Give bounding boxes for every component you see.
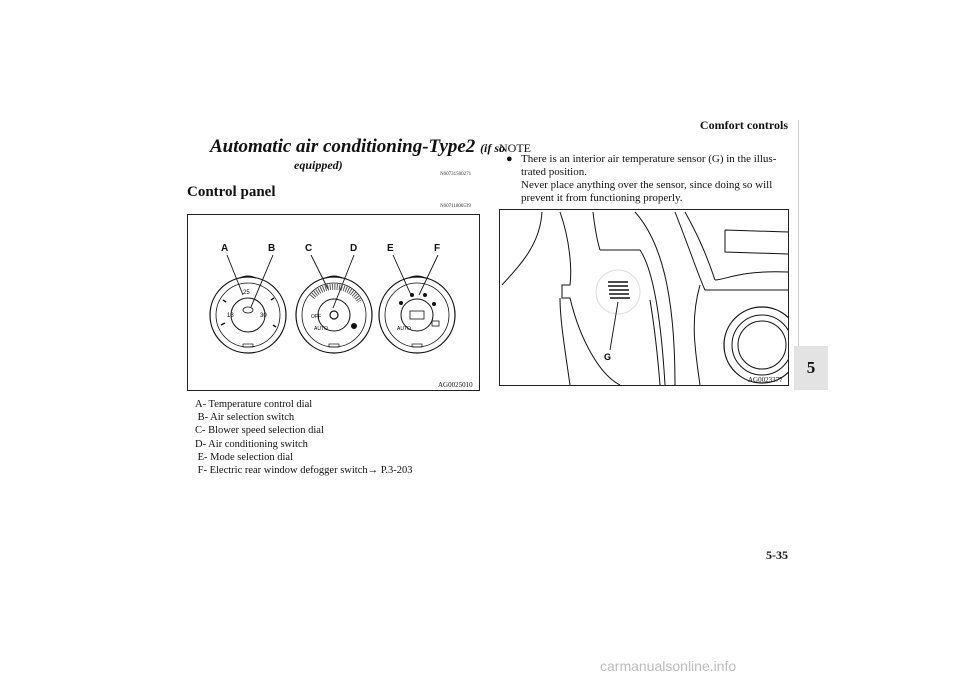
section-title-suffix: (if so (480, 141, 506, 155)
legend-text: Temperature control dial (208, 399, 313, 410)
air-temperature-sensor (596, 270, 640, 314)
control-panel-illustration (188, 215, 479, 390)
note-body (506, 153, 788, 205)
section-title-main: Automatic air conditioning-Type2 (210, 136, 476, 157)
callout-d: D (350, 243, 358, 254)
legend-text: Electric rear window defogger switch→ P.3-203 (209, 465, 413, 477)
legend-list (195, 398, 413, 477)
note-line: There is an interior air temperature sensor (G) in the illus- (521, 153, 777, 165)
note-text (521, 153, 788, 205)
subsection-code: N00711800539 (440, 204, 471, 209)
legend-item (195, 438, 413, 451)
note-line: Never place anything over the sensor, since doing so will (521, 179, 773, 191)
legend-item (195, 411, 413, 424)
legend-item (195, 451, 413, 464)
sensor-callout-g: G (604, 352, 612, 362)
legend-letter: B- (197, 412, 209, 424)
temperature-dial (210, 276, 286, 353)
sensor-location-figure (499, 209, 789, 386)
section-title-suffix-line2: equipped) (294, 158, 343, 172)
temp-30-label: 30 (260, 313, 267, 319)
mode-dial (379, 276, 455, 353)
mode-auto-label: AUTO (397, 326, 411, 332)
legend-letter: D- (195, 438, 207, 450)
blower-off-label: OFF (311, 314, 321, 320)
note-line: trated position. (521, 166, 587, 178)
callout-e: E (387, 243, 394, 254)
legend-letter: A- (195, 399, 207, 410)
section-title (210, 136, 505, 158)
watermark: carmanualsonline.info (600, 658, 737, 674)
chapter-tab: 5 (794, 346, 828, 390)
note-line: prevent it from functioning properly. (521, 192, 683, 204)
blower-dial (296, 276, 372, 353)
sensor-knob (724, 307, 788, 383)
legend-text: Air conditioning switch (208, 438, 308, 450)
figure1-id: AG0025010 (438, 381, 473, 389)
figure2-id: AG0023377 (748, 376, 783, 384)
blower-auto-label: AUTO (314, 326, 328, 332)
legend-text: Blower speed selection dial (208, 425, 324, 437)
legend-text: Air selection switch (210, 412, 295, 424)
legend-item (195, 464, 413, 477)
bullet-icon: ● (506, 153, 513, 165)
subsection-title: Control panel (187, 184, 276, 200)
control-panel-figure (187, 214, 480, 391)
section-code: N00731500271 (440, 172, 472, 177)
legend-letter: E- (197, 451, 208, 463)
legend-letter: F- (197, 465, 207, 477)
callout-b: B (268, 243, 276, 254)
sensor-location-illustration (500, 210, 788, 385)
legend-item (195, 398, 413, 411)
callout-a: A (221, 243, 229, 254)
note-title: NOTE (499, 141, 531, 155)
temp-25-label: 25 (243, 290, 250, 296)
legend-text: Mode selection dial (210, 451, 293, 463)
running-header: Comfort controls (699, 118, 788, 132)
legend-item (195, 424, 413, 437)
temp-18-label: 18 (227, 313, 234, 319)
chapter-divider (798, 120, 799, 346)
callout-c: C (305, 243, 313, 254)
page-number: 5-35 (766, 548, 788, 562)
legend-letter: C- (195, 425, 206, 437)
callout-f: F (434, 243, 441, 254)
